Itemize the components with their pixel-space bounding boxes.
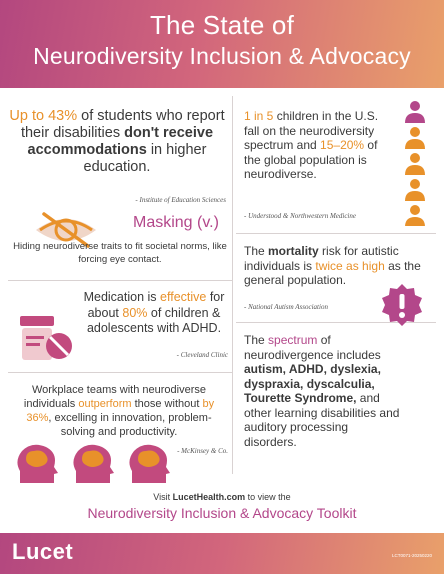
source-understood: - Understood & Northwestern Medicine (244, 212, 356, 220)
toolkit-title: Neurodiversity Inclusion & Advocacy Toolkit (87, 505, 357, 521)
visit-line (0, 492, 444, 502)
stat-emphasis: don't receive accommodations (27, 125, 214, 158)
med-effective: effective (160, 290, 207, 304)
stat-text: of students who report their disabilities (20, 108, 225, 141)
masking-title: Masking (v.) (133, 214, 219, 231)
masking-definition: Hiding neurodiverse traits to fit societal norms, like forcing eye contact. (13, 241, 227, 265)
header-banner (0, 0, 444, 88)
work-text2: those without (131, 398, 203, 410)
work-text1: Workplace teams with neurodiverse individuals (23, 384, 207, 410)
children-text2: of the global population is neurodiverse. (244, 138, 378, 181)
spectrum-conditions: autism, ADHD, dyslexia, dyspraxia, dyscalculia, Tourette Syndrome, (244, 362, 381, 405)
children-text1: children in the U.S. fall on the neurodiversity spectrum and (244, 109, 379, 152)
stat-workplace (10, 383, 228, 439)
stat-mortality (244, 244, 424, 288)
source-naa: - National Autism Association (244, 303, 328, 311)
source-mckinsey: - McKinsey & Co. (177, 447, 228, 455)
source-cleveland: - Cleveland Clinic (176, 351, 228, 359)
page-title-line1: The State of (149, 10, 295, 40)
pill-bottle-icon (16, 316, 74, 360)
stat-percent: Up to 43% (9, 108, 78, 124)
mortality-word: mortality (268, 244, 319, 258)
spectrum-text2: of neurodivergence includes (244, 333, 381, 362)
person-icon (402, 100, 428, 226)
work-text3: , excelling in innovation, problem-solving and productivity. (48, 412, 212, 438)
med-percent: 80% (122, 305, 148, 320)
visit-suffix: to view the (245, 492, 291, 502)
column-divider (232, 96, 233, 474)
work-percent: by 36% (26, 398, 215, 424)
work-outperform: outperform (78, 398, 132, 410)
stat-children (244, 109, 394, 182)
stat-medication (80, 290, 228, 337)
stat-spectrum (244, 333, 404, 449)
divider-right-1 (236, 233, 436, 234)
visit-prefix: Visit (153, 492, 173, 502)
divider-left-1 (8, 280, 232, 281)
divider-left-2 (8, 372, 232, 373)
warning-badge-icon (380, 283, 424, 327)
med-text1: Medication is (83, 290, 161, 304)
document-code: LCT0071-20250220 (391, 553, 432, 558)
spectrum-text3: and other learning disabilities and auditory processing disorders. (244, 391, 400, 449)
med-text3: of children & adolescents with ADHD. (86, 305, 222, 335)
spectrum-word: spectrum (268, 333, 318, 347)
source-ies: - Institute of Education Sciences (135, 196, 226, 204)
mortality-text1: The (244, 244, 269, 258)
med-text2: for about (87, 290, 225, 320)
spectrum-text1: The (244, 333, 269, 347)
footer-banner (0, 533, 444, 574)
lucet-link[interactable]: LucetHealth.com (172, 492, 246, 502)
mortality-text3: as the general population. (244, 258, 421, 287)
children-ratio: 1 in 5 (244, 109, 274, 123)
lucet-logo: Lucet (12, 539, 74, 564)
stat-text-end: in higher education. (83, 142, 207, 175)
page-title-line2: Neurodiversity Inclusion & Advocacy (33, 43, 411, 69)
children-percent: 15–20% (320, 138, 365, 152)
stat-accommodations (8, 108, 226, 176)
mortality-twice: twice as high (315, 258, 385, 273)
mortality-text2: risk for autistic individuals is (244, 244, 399, 273)
